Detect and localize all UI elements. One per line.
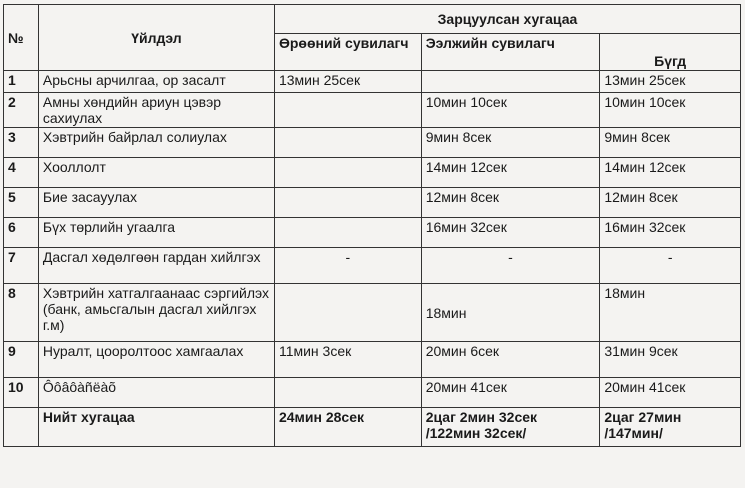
total-label: Нийт хугацаа xyxy=(38,408,274,447)
row-family-time: 9мин 8сек xyxy=(421,128,600,158)
row-activity: Хэвтрийн хатгалгаанаас сэргийлэх (банк, амьсгалын дасгал хийлгэх г.м) xyxy=(38,284,274,342)
row-number: 6 xyxy=(4,218,39,248)
table-row xyxy=(4,188,741,218)
row-own-time xyxy=(274,218,421,248)
row-own-time xyxy=(274,284,421,342)
header-activity: Үйлдэл xyxy=(38,5,274,71)
row-total-time: 20мин 41сек xyxy=(600,378,741,408)
total-no xyxy=(4,408,39,447)
table-row xyxy=(4,218,741,248)
row-number: 10 xyxy=(4,378,39,408)
table-row xyxy=(4,248,741,284)
header-time-spent: Зарцуулсан хугацаа xyxy=(274,5,740,34)
row-number: 7 xyxy=(4,248,39,284)
row-own-time: - xyxy=(274,248,421,284)
row-activity: Ôôâôàñëàõ xyxy=(38,378,274,408)
row-activity: Нуралт, цооролтоос хамгаалах xyxy=(38,342,274,378)
row-own-time xyxy=(274,93,421,128)
row-family-time: 20мин 41сек xyxy=(421,378,600,408)
row-number: 8 xyxy=(4,284,39,342)
row-own-time: 13мин 25сек xyxy=(274,71,421,93)
table-row xyxy=(4,158,741,188)
total-row xyxy=(4,408,741,447)
total-family: 2цаг 2мин 32сек /122мин 32сек/ xyxy=(421,408,600,447)
row-number: 2 xyxy=(4,93,39,128)
row-activity: Арьсны арчилгаа, ор засалт xyxy=(38,71,274,93)
row-family-time: 16мин 32сек xyxy=(421,218,600,248)
row-number: 5 xyxy=(4,188,39,218)
row-family-time: 18мин xyxy=(421,284,600,342)
row-own-time xyxy=(274,378,421,408)
row-own-time xyxy=(274,158,421,188)
row-activity: Бие засауулах xyxy=(38,188,274,218)
row-total-time: 10мин 10сек xyxy=(600,93,741,128)
total-own: 24мин 28сек xyxy=(274,408,421,447)
row-own-time xyxy=(274,128,421,158)
row-activity: Хэвтрийн байрлал солиулах xyxy=(38,128,274,158)
table-row xyxy=(4,93,741,128)
row-number: 9 xyxy=(4,342,39,378)
row-own-time: 11мин 3сек xyxy=(274,342,421,378)
table-row xyxy=(4,342,741,378)
row-total-time: - xyxy=(600,248,741,284)
row-number: 3 xyxy=(4,128,39,158)
header-no: № xyxy=(4,5,39,71)
header-own-caregiver: Өрөөний сувилагч xyxy=(274,34,421,71)
row-family-time: 14мин 12сек xyxy=(421,158,600,188)
table-row xyxy=(4,71,741,93)
header-family-caregiver: Ээлжийн сувилагч xyxy=(421,34,600,71)
row-total-time: 18мин xyxy=(600,284,741,342)
row-own-time xyxy=(274,188,421,218)
row-number: 4 xyxy=(4,158,39,188)
row-total-time: 31мин 9сек xyxy=(600,342,741,378)
care-time-table xyxy=(3,4,741,447)
row-activity: Дасгал хөдөлгөөн гардан хийлгэх xyxy=(38,248,274,284)
row-family-time xyxy=(421,71,600,93)
total-total: 2цаг 27мин /147мин/ xyxy=(600,408,741,447)
row-total-time: 9мин 8сек xyxy=(600,128,741,158)
row-total-time: 14мин 12сек xyxy=(600,158,741,188)
row-activity: Амны хөндийн ариун цэвэр сахиулах xyxy=(38,93,274,128)
row-family-time: 12мин 8сек xyxy=(421,188,600,218)
row-total-time: 12мин 8сек xyxy=(600,188,741,218)
table-row xyxy=(4,128,741,158)
row-activity: Бүх төрлийн угаалга xyxy=(38,218,274,248)
table-row xyxy=(4,378,741,408)
row-total-time: 16мин 32сек xyxy=(600,218,741,248)
row-family-time: 10мин 10сек xyxy=(421,93,600,128)
table-row xyxy=(4,284,741,342)
row-family-time: - xyxy=(421,248,600,284)
row-total-time: 13мин 25сек xyxy=(600,71,741,93)
row-number: 1 xyxy=(4,71,39,93)
row-family-time: 20мин 6сек xyxy=(421,342,600,378)
row-activity: Хооллолт xyxy=(38,158,274,188)
header-total: Бүгд xyxy=(600,34,741,71)
